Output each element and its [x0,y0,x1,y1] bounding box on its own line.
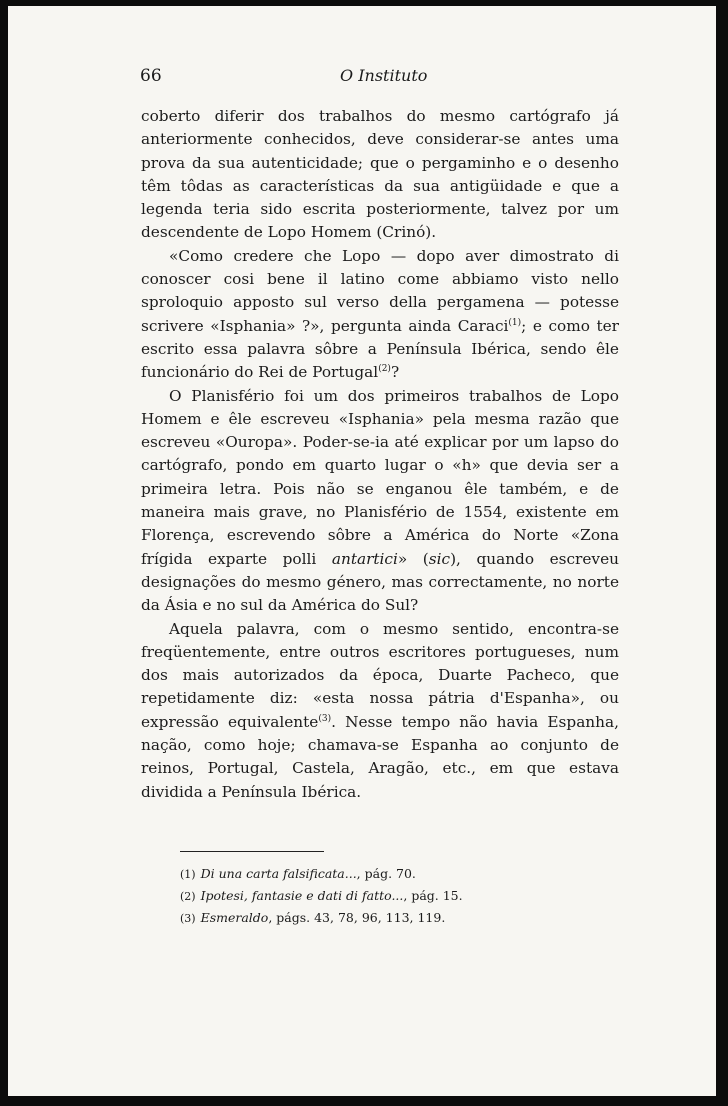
footnote [180,885,600,907]
running-title: O Instituto [340,66,428,85]
text-run: ; e como ter escrito essa palavra sôbre a Península Ibérica, sendo êle funcionário do Rei de Portugal [141,316,619,382]
paragraph [141,385,619,618]
book-page [8,6,716,1096]
text-run: ), quando escreveu designações do mesmo género, mas correctamente, no norte da Ásia e no sul da América do Sul? [141,549,619,615]
paragraph [141,105,619,245]
footnote-ref: (2) [378,364,391,375]
text-run: ? [390,363,400,382]
text-run: O Planisfério foi um dos primeiros trabalhos de Lopo Homem e êle escreveu «Isphania» pela mesma razão que escreveu «Ouropa». Poder-se-ia até explicar por um lapso do cartógrafo, pondo em quarto lugar o «h» que devia ser a primeira letra. Pois não se enganou êle também, e de maneira mais grave, no Planisfério de 1554, existente em Florença, escrevendo sôbre a América do Norte «Zona frígida exparte polli [141,386,619,568]
italic-text: antartici [331,549,398,568]
footnote-title: Esmeraldo [200,910,269,925]
text-run: » ( [397,549,429,568]
text-run: Aquela palavra, com o mesmo sentido, encontra-se freqüentemente, entre outros escritores portugueses, num dos mais autorizados da época, Duarte Pacheco, que repetidamente diz: «esta nossa pátria d'Espanha», ou expressão equivalente [141,619,619,731]
footnote-marker: (3) [180,912,196,925]
footnote-title: Di una carta falsificata... [200,866,357,881]
footnote-ref: (3) [318,713,332,724]
footnote [180,863,600,885]
page-header [140,66,620,94]
footnote-reference: , págs. 43, 78, 96, 113, 119. [268,910,446,925]
footnote-marker: (2) [180,890,196,903]
footnote-ref: (1) [508,317,522,328]
paragraph [141,618,619,804]
text-run: . Nesse tempo não havia Espanha, nação, como hoje; chamava-se Espanha ao conjunto de reinos, Portugal, Castela, Aragão, etc., em que estava dividida a Península Ibérica. [141,712,619,801]
footnote-reference: , pág. 15. [403,888,463,903]
text-run: «Como credere che Lopo — dopo aver dimostrato di conoscer cosi bene il latino come abbiamo visto nello sproloquio apposto sul verso della pergamena — potesse scrivere «Isphania» ?», pergunta ainda Caraci [141,246,619,335]
footnotes [180,863,600,929]
page-number: 66 [140,66,162,86]
footnote [180,907,600,929]
footnote-reference: , pág. 70. [356,866,416,881]
footnote-title: Ipotesi, fantasie e dati di fatto... [200,888,404,903]
text-run: coberto diferir dos trabalhos do mesmo cartógrafo já anteriormente conhecidos, deve considerar-se antes uma prova da sua autenticidade; que o pergaminho e o desenho têm tôdas as características da sua antigüidade e que a legenda teria sido escrita posteriormente, talvez por um descendente de Lopo Homem (Crinó). [141,107,619,242]
footnote-divider [180,851,324,852]
paragraph [141,245,619,385]
footnote-marker: (1) [180,868,196,881]
italic-text: sic [428,549,451,568]
body-text [141,105,619,804]
